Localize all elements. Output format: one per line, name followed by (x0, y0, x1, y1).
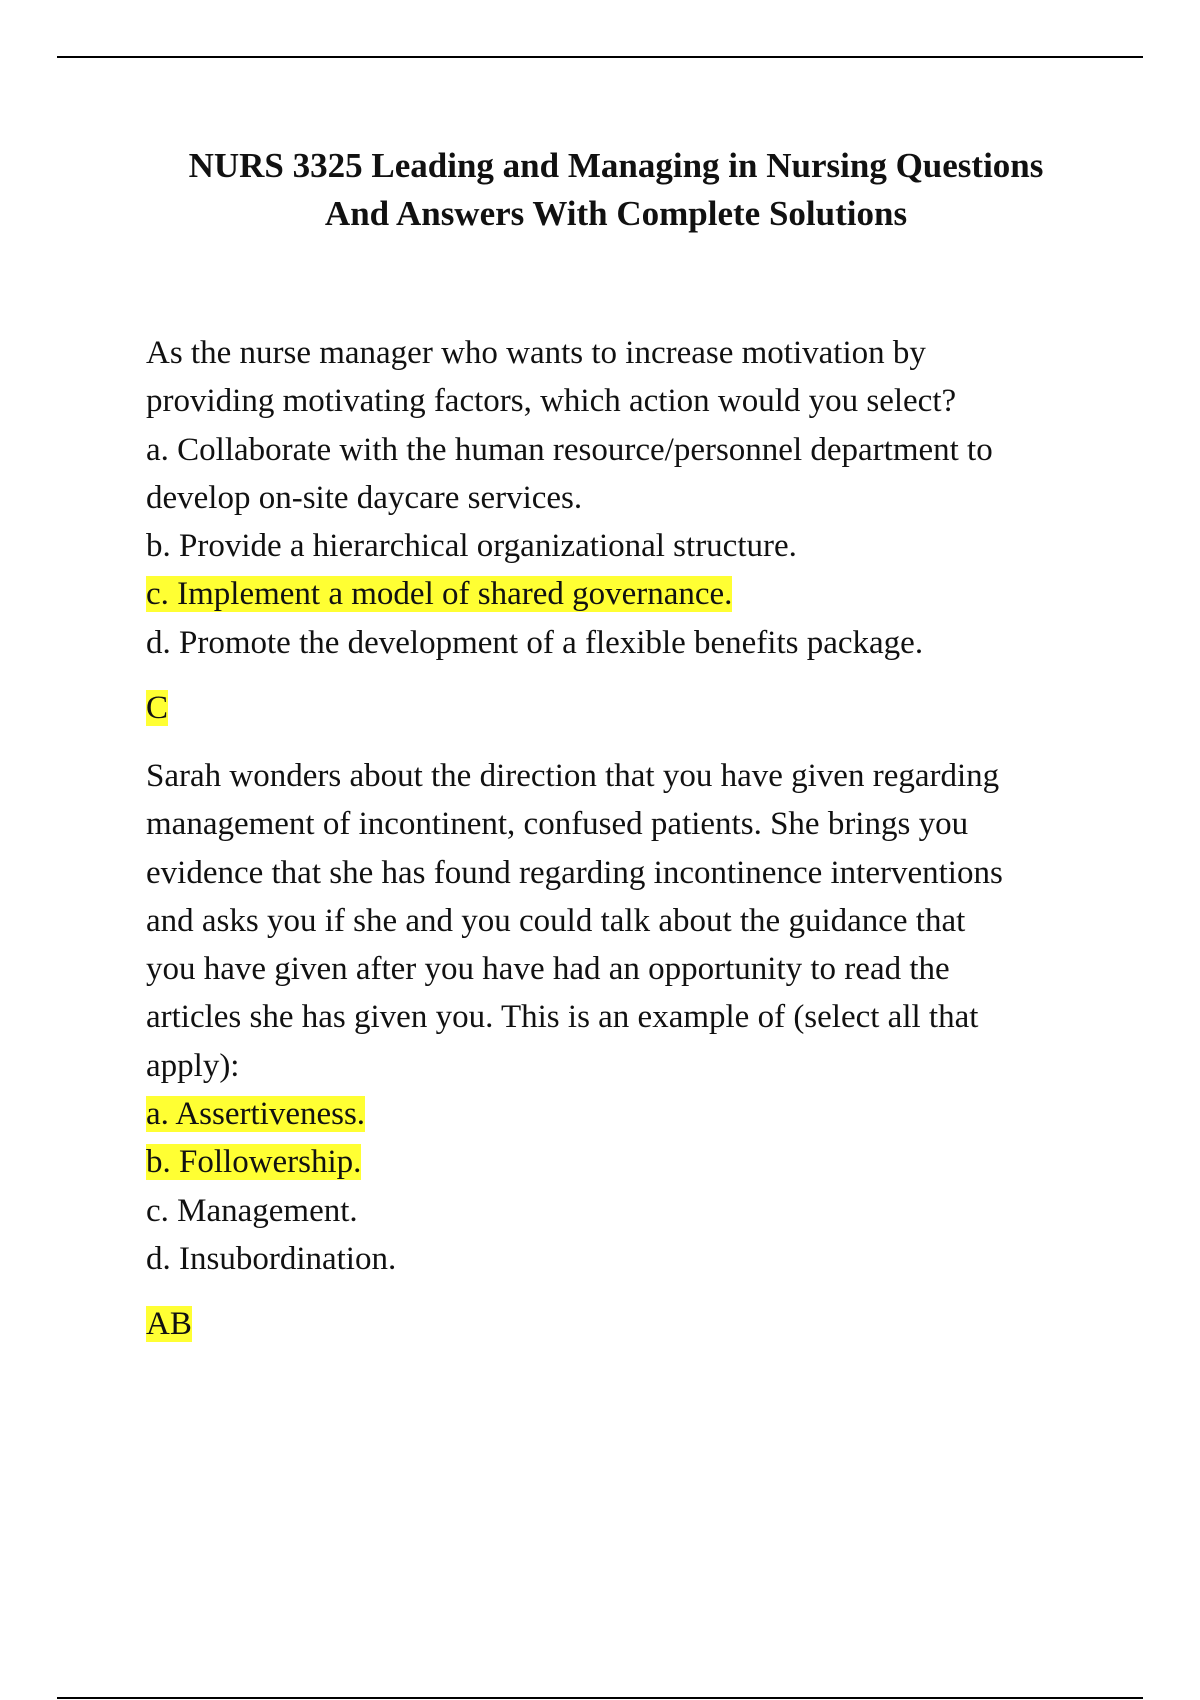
document-title (60, 142, 1172, 238)
question-1-option-d (146, 619, 1146, 667)
top-rule (57, 56, 1143, 58)
highlighted-option-text: a. Assertiveness. (146, 1096, 366, 1133)
question-2 (146, 752, 1146, 1349)
question-2-answer (146, 1300, 1146, 1348)
option-text: develop on-site daycare services. (146, 479, 583, 516)
question-2-stem-line: you have given after you have had an opportunity to read the (146, 951, 950, 988)
option-text: c. Management. (146, 1192, 358, 1229)
question-1-stem-line: providing motivating factors, which action would you select? (146, 383, 957, 420)
question-2-stem-line: management of incontinent, confused patients. She brings you (146, 806, 969, 843)
question-2-stem-line: and asks you if she and you could talk about the guidance that (146, 902, 966, 939)
question-1-option-a-continued (146, 474, 1146, 522)
title-line-1: NURS 3325 Leading and Managing in Nursing Questions (188, 146, 1044, 185)
option-text: d. Promote the development of a flexible benefits package. (146, 624, 924, 661)
question-1-option-b (146, 522, 1146, 570)
option-text: b. Provide a hierarchical organizational structure. (146, 528, 797, 565)
question-2-stem-line: Sarah wonders about the direction that you have given regarding (146, 758, 1000, 794)
question-1-stem-line: As the nurse manager who wants to increase motivation by (146, 335, 926, 371)
question-2-option-c (146, 1187, 1146, 1235)
question-2-option-b (146, 1138, 1146, 1186)
answer-text: C (146, 690, 169, 727)
question-1-option-c (146, 570, 1146, 618)
question-1 (146, 329, 1146, 732)
question-2-option-d (146, 1235, 1146, 1283)
question-1-option-a (146, 426, 1146, 474)
question-1-answer (146, 684, 1146, 732)
title-line-2: And Answers With Complete Solutions (324, 194, 908, 233)
highlighted-option-text: c. Implement a model of shared governance. (146, 576, 733, 613)
answer-text: AB (146, 1306, 192, 1343)
option-text: a. Collaborate with the human resource/personnel department to (146, 431, 993, 468)
bottom-rule (57, 1697, 1143, 1699)
question-2-stem-line: evidence that she has found regarding incontinence interventions (146, 854, 1003, 891)
question-2-option-a (146, 1090, 1146, 1138)
highlighted-option-text: b. Followership. (146, 1144, 362, 1181)
option-text: d. Insubordination. (146, 1240, 397, 1277)
question-2-stem-line: apply): (146, 1047, 240, 1084)
question-2-stem-line: articles she has given you. This is an example of (select all that (146, 999, 979, 1036)
